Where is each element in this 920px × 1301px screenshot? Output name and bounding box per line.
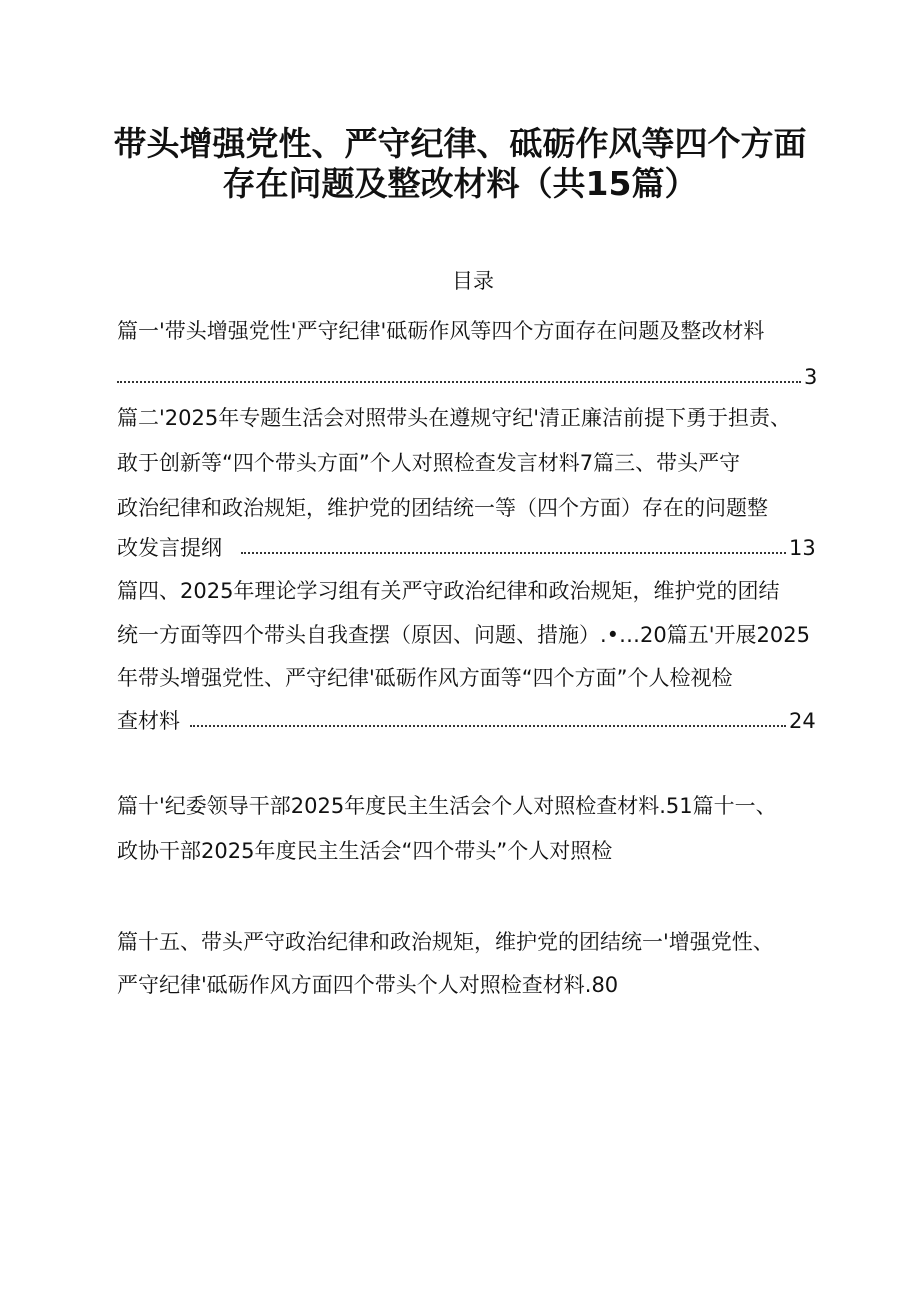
- toc-entry-1-page: 3: [804, 365, 818, 389]
- toc-entry-3-line-4[interactable]: 查材料: [117, 709, 180, 733]
- toc-entry-2-line-2[interactable]: 敢于创新等“四个带头方面”个人对照检查发言材料7篇三、带头严守: [117, 451, 741, 475]
- toc-entry-2-line-3[interactable]: 政治纪律和政治规矩，维护党的团结统一等（四个方面）存在的问题整: [117, 496, 768, 520]
- toc-entry-5-line-2[interactable]: 严守纪律'砥砺作风方面四个带头个人对照检查材料.80: [117, 973, 619, 997]
- toc-entry-3-page: 24: [789, 709, 816, 733]
- toc-entry-3-line-2[interactable]: 统一方面等四个带头自我查摆（原因、问题、措施）.•…20篇五'开展2025: [117, 623, 810, 647]
- toc-entry-5-line-1[interactable]: 篇十五、带头严守政治纪律和政治规矩，维护党的团结统一'增强党性、: [117, 930, 774, 954]
- dot-leader: [190, 723, 786, 727]
- toc-entry-1-leader[interactable]: [117, 362, 817, 392]
- toc-entry-2-line-1[interactable]: 篇二'2025年专题生活会对照带头在遵规守纪'清正廉洁前提下勇于担责、: [117, 406, 791, 430]
- toc-entry-4-line-2[interactable]: 政协干部2025年度民主生活会“四个带头”个人对照检: [117, 839, 613, 863]
- document-title-line-1: 带头增强党性、严守纪律、砥砺作风等四个方面: [113, 124, 807, 163]
- toc-heading: 目录: [452, 269, 494, 293]
- document-title-line-2: 存在问题及整改材料（共15篇）: [222, 164, 698, 203]
- toc-entry-2-page: 13: [789, 536, 816, 560]
- toc-entry-2-line-4[interactable]: 改发言提纲: [117, 536, 222, 560]
- toc-entry-3-line-1[interactable]: 篇四、2025年理论学习组有关严守政治纪律和政治规矩，维护党的团结: [117, 579, 780, 603]
- toc-entry-1-line-1[interactable]: 篇一'带头增强党性'严守纪律'砥砺作风等四个方面存在问题及整改材料: [117, 319, 765, 343]
- toc-entry-3-leader[interactable]: [190, 706, 820, 736]
- toc-entry-3-line-3[interactable]: 年带头增强党性、严守纪律'砥砺作风方面等“四个方面”个人检视检: [117, 666, 733, 690]
- dot-leader: [241, 550, 786, 554]
- dot-leader: [117, 379, 801, 383]
- toc-entry-4-line-1[interactable]: 篇十'纪委领导干部2025年度民主生活会个人对照检查材料.51篇十一、: [117, 794, 777, 818]
- toc-entry-2-leader[interactable]: [241, 533, 821, 563]
